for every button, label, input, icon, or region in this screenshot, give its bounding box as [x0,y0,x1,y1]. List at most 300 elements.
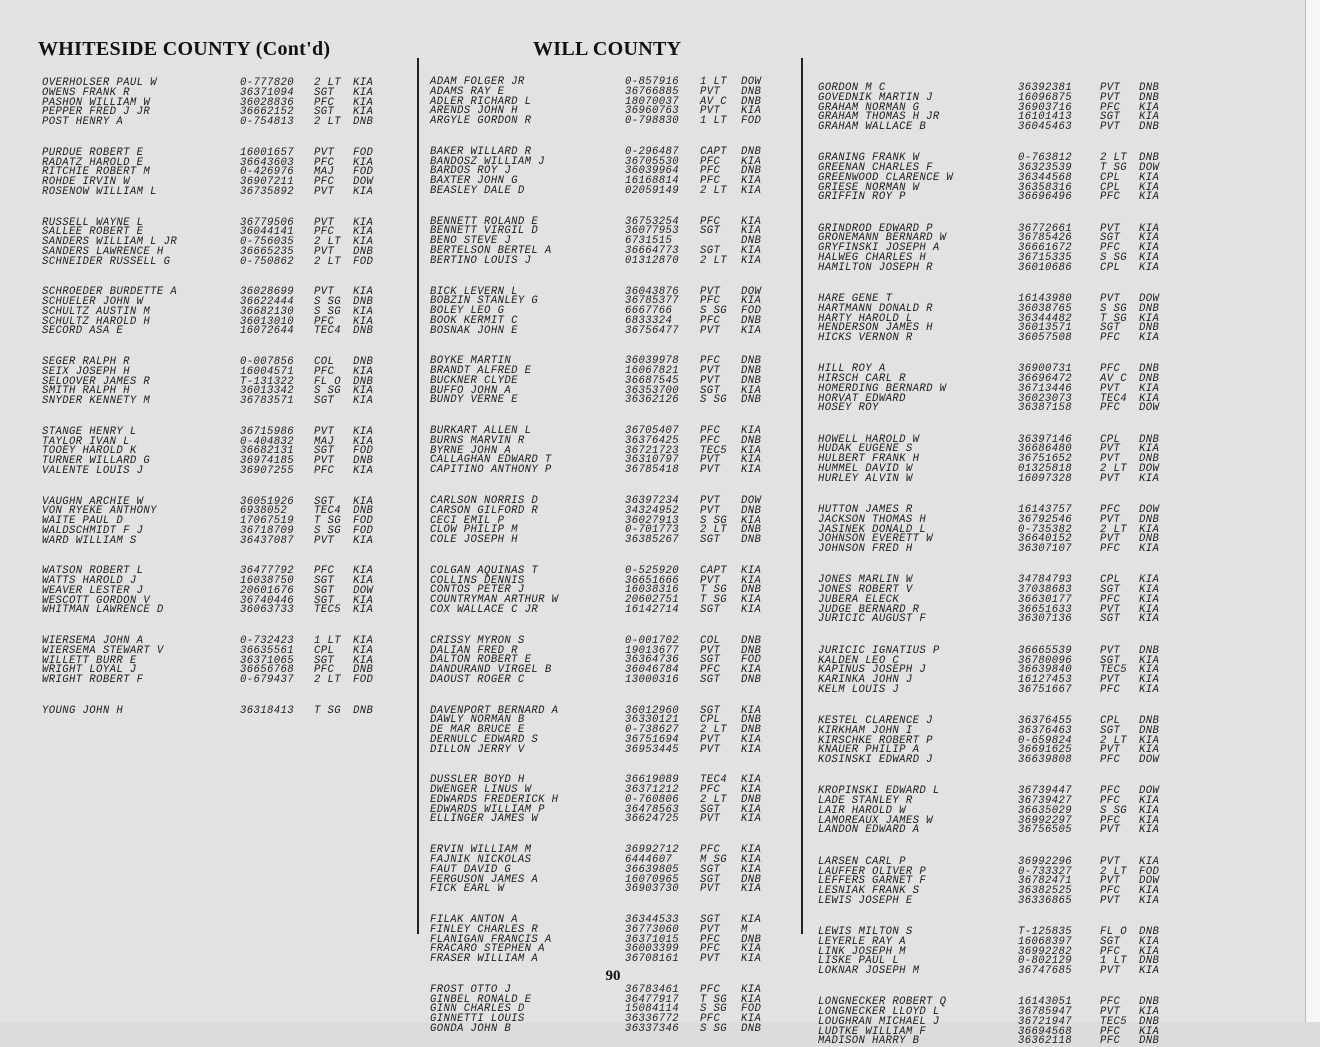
entry-name: OVERHOLSER PAUL W [42,77,157,89]
entry-serial-number: 36792546 [1018,513,1073,526]
entry-rank: PFC [700,314,721,327]
entry-rank: 2 LT [314,116,342,128]
entry-rank: PVT [1100,603,1121,616]
entry-rank: 2 LT [314,77,342,89]
roster-entry [430,254,795,267]
entry-serial-number: 36364736 [625,654,680,667]
entry-name: CARSON GILFORD R [430,504,539,517]
entry-serial-number: 36651666 [625,574,680,587]
entry-status: KIA [1139,251,1160,264]
entry-status: KIA [1139,734,1160,747]
entry-name: SCHROEDER BURDETTE A [42,286,178,299]
entry-name: BANDOSZ WILLIAM J [430,155,545,168]
entry-name: HARTMANN DONALD R [818,302,933,315]
entry-rank: PVT [700,733,721,746]
entry-name: ROSENOW WILLIAM L [42,185,157,198]
entry-status: DNB [1139,363,1160,376]
entry-group [42,216,402,268]
entry-rank: PFC [314,664,335,677]
entry-status: KIA [353,77,374,89]
entry-rank: PFC [1100,785,1121,798]
entry-name: HICKS VERNON R [818,332,913,345]
entry-rank: SGT [314,395,335,407]
entry-name: HAMILTON JOSEPH R [818,261,933,274]
entry-group [430,427,795,476]
entry-status: KIA [1139,222,1160,235]
entry-serial-number: 0-802129 [1018,955,1073,968]
entry-name: GINN CHARLES D [430,1003,525,1016]
roster-entry [430,673,795,686]
entry-name: BENNETT ROLAND E [430,215,539,228]
entry-rank: PFC [1100,945,1121,958]
entry-serial-number: 36735892 [240,185,295,198]
entry-status: KIA [353,156,374,169]
entry-name: TAYLOR IVAN L [42,435,130,448]
entry-status: KIA [1139,603,1160,616]
entry-rank: PFC [1100,332,1121,345]
entry-status: KIA [353,226,374,239]
entry-serial-number: 36682131 [240,445,295,458]
entry-rank: SGT [314,86,335,99]
entry-rank: PFC [1100,543,1121,556]
entry-serial-number: 36782471 [1018,875,1073,888]
entry-name: BOOK KERMIT C [430,314,518,327]
entry-rank: PVT [1100,513,1121,526]
entry-name: LOUGHRAN MICHAEL J [818,1015,940,1028]
entry-serial-number: 0-756035 [240,236,295,248]
entry-status: DNB [1139,955,1160,968]
entry-name: GINBEL RONALD E [430,993,532,1006]
entry-rank: PVT [1100,222,1121,235]
entry-name: FROST OTTO J [430,983,512,996]
entry-status: DNB [353,664,374,677]
entry-serial-number: 36773060 [625,923,680,936]
entry-rank: 2 LT [1100,462,1128,475]
entry-name: CRISSY MYRON S [430,634,525,647]
roster-entry [42,676,402,686]
entry-status: DNB [1139,926,1160,939]
entry-rank: SGT [314,106,335,119]
entry-serial-number: 20601676 [240,584,295,597]
entry-serial-number: 36753254 [625,215,680,228]
entry-serial-number: 36624725 [625,813,680,826]
entry-serial-number: 16038316 [625,584,680,597]
entry-rank: PVT [1100,1006,1121,1019]
entry-status: DNB [353,325,374,338]
entry-status: KIA [1139,181,1160,194]
entry-status: DNB [1139,1035,1160,1047]
entry-name: BURNS MARVIN R [430,434,525,447]
entry-status: DNB [741,145,762,158]
entry-serial-number: 36772661 [1018,222,1073,235]
entry-name: LAMOREAUX JAMES W [818,814,933,827]
entry-rank: S SG [314,524,342,537]
entry-status: KIA [1139,261,1160,274]
roster-entry [430,184,795,197]
page-number: 90 [605,968,621,984]
roster-entry [42,534,402,547]
entry-serial-number: 36718709 [240,524,295,537]
entry-status: KIA [741,324,762,337]
entry-name: HOSEY ROY [818,402,879,415]
entry-status: KIA [1139,1025,1160,1038]
entry-serial-number: 36382525 [1018,885,1073,898]
entry-status: KIA [353,96,374,109]
entry-name: SANDERS WILLIAM L JR [42,236,178,248]
entry-rank: PFC [700,434,721,447]
entry-rank: 1 LT [700,115,728,127]
entry-serial-number: 16096875 [1018,91,1073,104]
entry-rank: PFC [1100,593,1121,606]
entry-rank: PFC [314,226,335,239]
entry-name: BENO STEVE J [430,235,512,248]
entry-serial-number: 15084114 [625,1003,680,1016]
entry-serial-number: 36779506 [240,216,295,229]
entry-status: DNB [353,505,374,518]
entry-name: COLE JOSEPH H [430,534,518,547]
entry-rank: AV C [700,95,728,108]
page-edge [1305,0,1320,1022]
entry-rank: T SG [314,515,342,527]
entry-status: DNB [1139,322,1160,335]
entry-status: KIA [741,594,762,607]
entry-serial-number: 36992282 [1018,945,1073,958]
column-divider-right [801,58,803,934]
entry-rank: CPL [1100,715,1121,728]
entry-serial-number: 0-701773 [625,524,680,537]
entry-name: ADAMS RAY E [430,85,505,98]
whiteside-county-heading: WHITESIDE COUNTY (Cont'd) [38,38,331,60]
entry-name: DALTON ROBERT E [430,654,532,667]
entry-status: KIA [353,86,374,99]
entry-group [42,288,402,337]
entry-rank: SGT [1100,322,1121,335]
entry-rank: S SG [1100,804,1128,817]
entry-name: KARINKA JOHN J [818,674,913,686]
roster-entry [430,603,795,616]
roster-entry [42,464,402,477]
entry-status: DNB [1139,715,1160,728]
entry-group [430,285,795,337]
entry-name: FRACARO STEPHEN A [430,943,545,956]
entry-status: KIA [353,385,374,398]
entry-serial-number: 16001657 [240,146,295,159]
entry-name: LADE STANLEY R [818,795,913,808]
entry-name: LUDTKE WILLIAM F [818,1025,927,1038]
entry-rank: PFC [1100,191,1121,204]
entry-name: SNYDER KENNETY M [42,395,151,407]
entry-rank: 2 LT [1100,523,1128,536]
entry-rank: CPL [1100,433,1121,446]
entry-status: KIA [741,854,762,867]
entry-name: JOHNSON EVERETT W [818,533,933,546]
entry-serial-number: 36662152 [240,106,295,119]
entry-name: SCHULTZ AUSTIN M [42,305,151,318]
entry-group [430,916,795,965]
entry-rank: PFC [700,844,721,857]
entry-status: FOD [353,515,374,527]
entry-name: JUDGE BERNARD R [818,603,920,616]
entry-name: ROHDE IRVIN W [42,176,130,188]
entry-status: DNB [1139,513,1160,526]
entry-rank: PVT [700,574,721,587]
entry-group [818,506,1188,555]
entry-name: SCHUELER JOHN W [42,296,144,308]
entry-name: KELM LOUIS J [818,683,900,696]
entry-serial-number: 36307107 [1018,543,1073,556]
entry-rank: PVT [1100,91,1121,104]
entry-status: DNB [741,644,762,657]
entry-serial-number: 37038683 [1018,584,1073,597]
entry-rank: S SG [314,296,342,308]
entry-group [42,146,402,198]
entry-serial-number: T-131322 [240,375,295,388]
entry-name: HURLEY ALVIN W [818,472,913,485]
entry-name: WEAVER LESTER J [42,584,144,597]
entry-rank: PFC [1100,363,1121,376]
entry-group [42,637,402,686]
entry-serial-number: 0-001702 [625,634,680,647]
entry-status: KIA [1139,744,1160,757]
entry-serial-number: 36477792 [240,565,295,578]
entry-serial-number: 36715986 [240,425,295,438]
entry-rank: 2 LT [700,184,728,197]
entry-serial-number: 16072644 [240,325,295,338]
entry-rank: PFC [1100,1025,1121,1038]
entry-serial-number: 36665539 [1018,644,1073,657]
entry-serial-number: 36003399 [625,943,680,956]
entry-rank: PFC [1100,242,1121,255]
roster-entry [42,255,402,268]
entry-group [818,222,1188,274]
entry-status: DNB [1139,533,1160,546]
entry-name: DALIAN FRED R [430,644,518,657]
entry-name: JONES ROBERT V [818,584,913,597]
entry-status: FOD [741,1003,762,1016]
entry-status: KIA [1139,191,1160,204]
entry-rank: PVT [314,245,335,258]
entry-rank: M SG [700,854,728,867]
entry-status: DNB [741,714,762,727]
entry-group [430,145,795,197]
entry-status: DNB [1139,433,1160,446]
entry-name: ERVIN WILLIAM M [430,844,532,857]
entry-serial-number: 19013677 [625,644,680,657]
entry-serial-number: 36687545 [625,374,680,387]
roster-entry [818,404,1188,414]
entry-status: DNB [353,245,374,258]
entry-rank: PVT [1100,824,1121,837]
entry-name: FRASER WILLIAM A [430,953,539,966]
entry-serial-number: 0-426976 [240,166,295,179]
entry-status: KIA [1139,885,1160,898]
entry-serial-number: 36044141 [240,226,295,239]
entry-rank: TEC5 [1100,1015,1128,1028]
entry-serial-number: 36397146 [1018,433,1073,446]
entry-serial-number: 36756505 [1018,824,1073,837]
entry-status: KIA [1139,654,1160,667]
entry-rank: CAPT [700,145,728,158]
entry-rank: PVT [314,216,335,229]
entry-serial-number: 36344568 [1018,171,1073,184]
entry-name: GRYFINSKI JOSEPH A [818,242,940,255]
entry-rank: PFC [314,156,335,169]
entry-group [42,358,402,407]
roster-entry [42,397,402,407]
entry-rank: PFC [700,983,721,996]
entry-serial-number: 36371212 [625,784,680,797]
entry-name: WHITMAN LAWRENCE D [42,604,164,617]
entry-name: SMITH RALPH H [42,385,130,398]
entry-serial-number: 0-760806 [625,793,680,806]
entry-rank: SGT [700,603,721,616]
entry-status: KIA [1139,543,1160,556]
entry-name: LAIR HAROLD W [818,804,906,817]
entry-rank: PVT [700,285,721,298]
entry-serial-number: 36713446 [1018,382,1073,395]
entry-name: LONGNECKER ROBERT Q [818,996,947,1009]
entry-serial-number: 0-007856 [240,356,295,368]
entry-status: DNB [1139,724,1160,737]
roster-entry [818,1037,1188,1047]
entry-status: KIA [1139,683,1160,696]
entry-status: FOD [353,166,374,179]
entry-rank: PFC [1100,1035,1121,1047]
entry-group [818,295,1188,344]
entry-rank: SGT [314,495,335,508]
entry-serial-number: 36376425 [625,434,680,447]
entry-status: KIA [353,425,374,438]
entry-serial-number: 36907211 [240,176,295,188]
entry-serial-number: 36039978 [625,355,680,368]
entry-rank: S SG [700,305,728,318]
entry-group [818,855,1188,907]
entry-name: GRIESE NORMAN W [818,181,920,194]
entry-serial-number: 36039964 [625,165,680,178]
entry-rank: MAJ [314,166,335,179]
entry-name: GRANING FRANK W [818,152,920,165]
entry-rank: TEC5 [700,444,728,457]
entry-serial-number: 36358316 [1018,181,1073,194]
entry-rank: PFC [700,295,721,308]
entry-status: KIA [1139,574,1160,587]
entry-serial-number: 36437087 [240,534,295,547]
entry-name: SEGER RALPH R [42,356,130,368]
roster-entry [818,826,1188,836]
entry-serial-number: 36323539 [1018,162,1073,175]
entry-status: DNB [741,793,762,806]
entry-name: VALENTE LOUIS J [42,464,144,477]
entry-status: KIA [353,286,374,299]
entry-serial-number: 36785377 [625,295,680,308]
entry-serial-number: 6833324 [625,314,673,327]
entry-status: KIA [741,844,762,857]
entry-rank: PVT [314,146,335,159]
entry-status: KIA [741,454,762,467]
entry-serial-number: 0-732423 [240,635,295,647]
entry-status: DNB [1139,373,1160,386]
entry-serial-number: 36903730 [625,883,680,896]
entry-rank: SGT [1100,232,1121,245]
entry-rank: PVT [1100,533,1121,546]
entry-name: BOSNAK JOHN E [430,324,518,337]
entry-name: BOLEY LEO G [430,305,505,318]
entry-status: KIA [353,315,374,328]
entry-group [430,704,795,756]
entry-status: DOW [353,584,374,597]
entry-serial-number: 36012960 [625,704,680,717]
entry-name: WIERSEMA JOHN A [42,635,144,647]
entry-serial-number: 36785947 [1018,1006,1073,1019]
entry-name: SALLEE ROBERT E [42,226,144,239]
entry-group [42,495,402,547]
entry-rank: CAPT [700,564,728,577]
entry-rank: S SG [700,514,728,527]
roster-entry [430,466,795,476]
entry-status: FOD [353,674,374,686]
entry-name: BURKART ALLEN L [430,425,532,438]
entry-name: HUDAK EUGENE S [818,443,913,456]
entry-rank: PVT [700,374,721,387]
entry-serial-number: 36051926 [240,495,295,508]
entry-serial-number: 36900731 [1018,363,1073,376]
entry-rank: CPL [314,644,335,657]
entry-name: YOUNG JOHN H [42,704,124,717]
entry-rank: SGT [700,704,721,717]
entry-status: KIA [1139,965,1160,978]
entry-serial-number: 36046784 [625,664,680,676]
entry-name: LISKE PAUL L [818,955,900,968]
entry-status: KIA [1139,392,1160,405]
will-county-heading: WILL COUNTY [533,38,682,60]
entry-serial-number: 36705407 [625,425,680,438]
entry-name: FICK EARL W [430,883,505,896]
entry-name: FAJNIK NICKOLAS [430,854,532,867]
entry-name: VAUGHN ARCHIE W [42,495,144,508]
entry-serial-number: 36747685 [1018,965,1073,978]
entry-status: DNB [1139,302,1160,315]
entry-status: KIA [741,384,762,397]
entry-serial-number: 16070965 [625,873,680,886]
entry-serial-number: 36635561 [240,644,295,657]
entry-serial-number: 36751694 [625,733,680,746]
entry-serial-number: 0-296487 [625,145,680,158]
entry-group [430,634,795,686]
entry-group [818,433,1188,485]
entry-name: DE MAR BRUCE E [430,724,525,737]
entry-rank: PFC [314,96,335,109]
entry-name: RUSSELL WAYNE L [42,216,144,229]
entry-group [430,846,795,895]
entry-serial-number: 36665235 [240,245,295,258]
entry-status: DNB [741,365,762,378]
entry-serial-number: 18070037 [625,95,680,108]
entry-serial-number: 0-857916 [625,76,680,88]
entry-status: DOW [741,285,762,298]
entry-status: KIA [353,365,374,378]
entry-serial-number: 36362118 [1018,1035,1073,1047]
entry-rank: 1 LT [700,76,728,88]
entry-serial-number: 16168814 [625,175,680,188]
entry-status: KIA [741,425,762,438]
entry-rank: PVT [700,495,721,508]
entry-rank: SGT [700,873,721,886]
entry-name: LINK JOSEPH M [818,945,906,958]
entry-status: KIA [1139,855,1160,868]
entry-rank: PVT [1100,293,1121,306]
entry-rank: 2 LT [1100,865,1128,878]
entry-name: TURNER WILLARD G [42,455,151,467]
